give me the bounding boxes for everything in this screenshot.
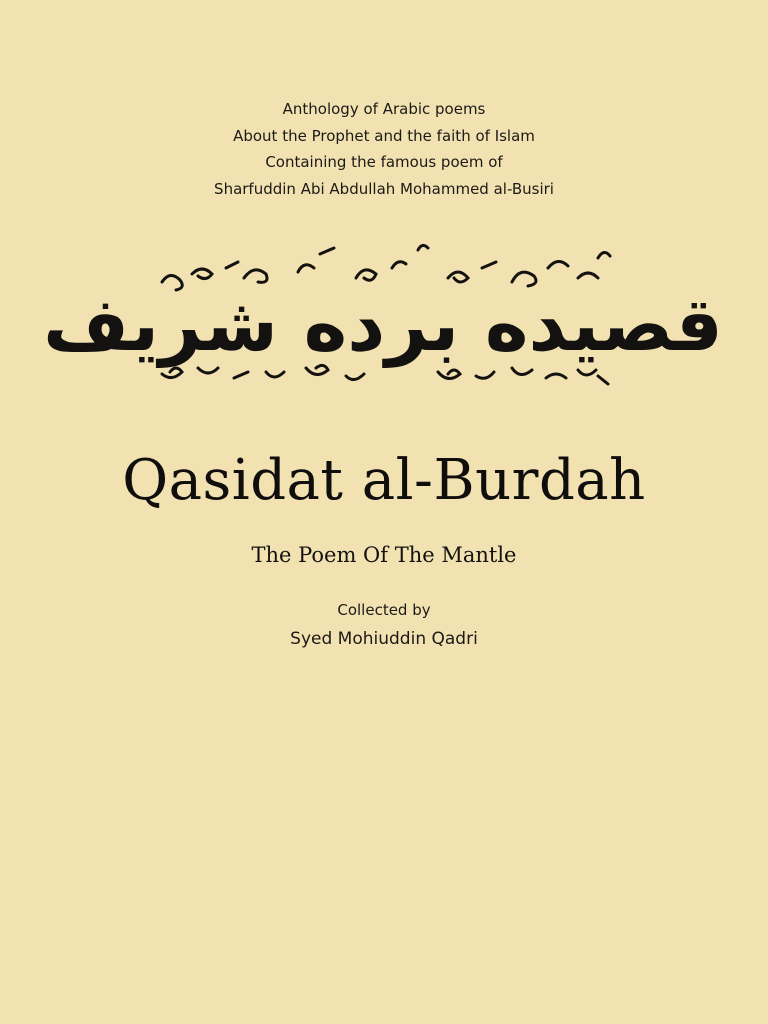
book-title: Qasidat al-Burdah [122,448,646,513]
collected-by-label: Collected by [337,601,431,619]
arabic-title-text: قصيده برده شريف [43,282,723,368]
intro-text-block [0,96,768,202]
intro-line-anthology: Anthology of Arabic poems [282,100,486,118]
intro-line-about: About the Prophet and the faith of Islam [233,126,535,145]
book-subtitle: The Poem Of The Mantle [251,543,517,567]
collector-name: Syed Mohiuddin Qadri [290,629,478,649]
intro-line-containing: Containing the famous poem of [265,153,503,171]
intro-line-author: Sharfuddin Abi Abdullah Mohammed al-Busiri [214,179,554,198]
arabic-calligraphy-title [43,238,723,398]
